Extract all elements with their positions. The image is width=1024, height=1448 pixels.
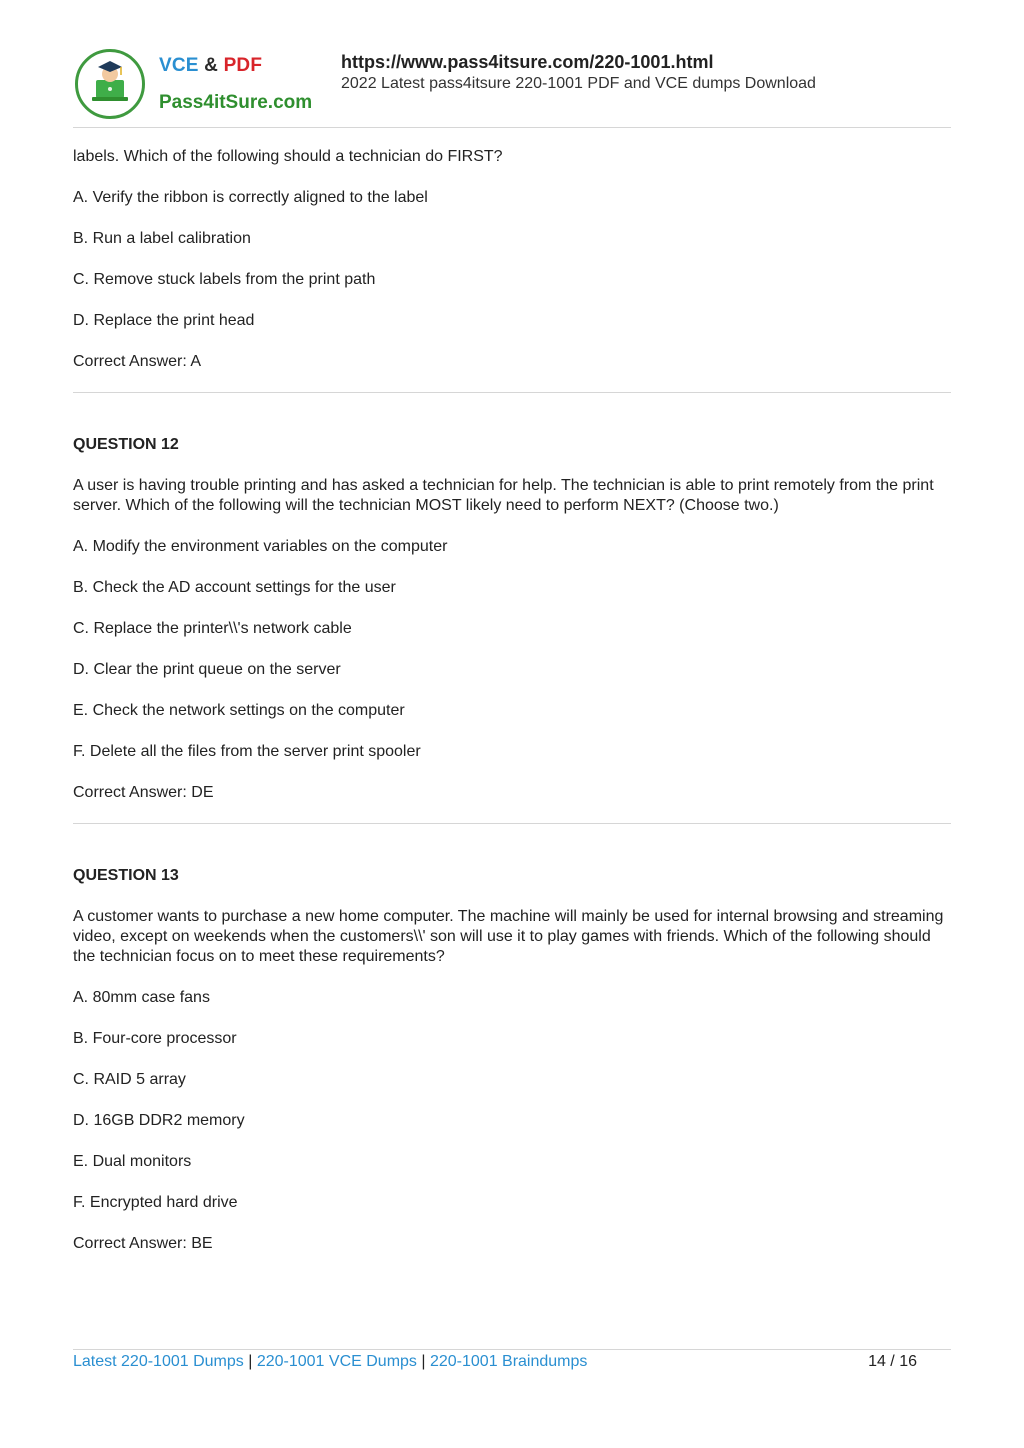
question-text: A customer wants to purchase a new home computer. The machine will mainly be used for internal browsing and streaming video, except on weekends when the customers\\' son will use it to play games with friends. Which of the following should the technician focus on to meet these requirements? [73, 908, 944, 965]
answer-option: B. Four-core processor [73, 1030, 237, 1047]
answer-option: E. Check the network settings on the computer [73, 702, 405, 719]
correct-answer: Correct Answer: A [73, 353, 202, 370]
logo-vce-pdf-text: VCE & PDF [159, 55, 263, 76]
footer-separator: | [416, 1353, 430, 1370]
header-url[interactable]: https://www.pass4itsure.com/220-1001.html [341, 52, 714, 72]
page-footer [73, 1349, 951, 1372]
footer-link-braindumps[interactable]: 220-1001 Braindumps [429, 1353, 588, 1370]
answer-option: C. Replace the printer\\'s network cable [73, 620, 352, 637]
answer-option: F. Encrypted hard drive [73, 1194, 238, 1211]
answer-option: B. Check the AD account settings for the user [73, 579, 396, 596]
footer-link-vce-dumps[interactable]: 220-1001 VCE Dumps [256, 1353, 417, 1370]
answer-option: B. Run a label calibration [73, 230, 251, 247]
header-subtitle: 2022 Latest pass4itsure 220-1001 PDF and VCE dumps Download [341, 75, 816, 92]
logo-site-name: Pass4itSure.com [159, 92, 313, 113]
answer-option: A. Modify the environment variables on the computer [73, 538, 448, 555]
document-body [73, 147, 951, 1274]
question-title: QUESTION 13 [73, 867, 179, 884]
correct-answer: Correct Answer: BE [73, 1235, 213, 1252]
section-divider [73, 823, 951, 824]
answer-option: D. Clear the print queue on the server [73, 661, 341, 678]
footer-link-latest-dumps[interactable]: Latest 220-1001 Dumps [73, 1353, 244, 1370]
question-title: QUESTION 12 [73, 436, 179, 453]
vce-pdf-logo [73, 47, 317, 123]
page-header [73, 44, 951, 128]
answer-option: F. Delete all the files from the server print spooler [73, 743, 421, 760]
question-text: A user is having trouble printing and has asked a technician for help. The technician is able to print remotely from the print server. Which of the following will the technician MOST likely need to perform NEXT? (Choose two.) [73, 477, 934, 514]
answer-option: A. 80mm case fans [73, 989, 210, 1006]
correct-answer: Correct Answer: DE [73, 784, 214, 801]
answer-option: E. Dual monitors [73, 1153, 192, 1170]
section-divider [73, 392, 951, 393]
page-number: 14 / 16 [868, 1353, 917, 1370]
answer-option: C. RAID 5 array [73, 1071, 186, 1088]
question-text-continued: labels. Which of the following should a technician do FIRST? [73, 148, 503, 165]
answer-option: A. Verify the ribbon is correctly aligned to the label [73, 189, 428, 206]
answer-option: D. 16GB DDR2 memory [73, 1112, 245, 1129]
answer-option: D. Replace the print head [73, 312, 255, 329]
footer-separator: | [243, 1353, 257, 1370]
graduate-laptop-icon [75, 49, 145, 119]
answer-option: C. Remove stuck labels from the print path [73, 271, 376, 288]
